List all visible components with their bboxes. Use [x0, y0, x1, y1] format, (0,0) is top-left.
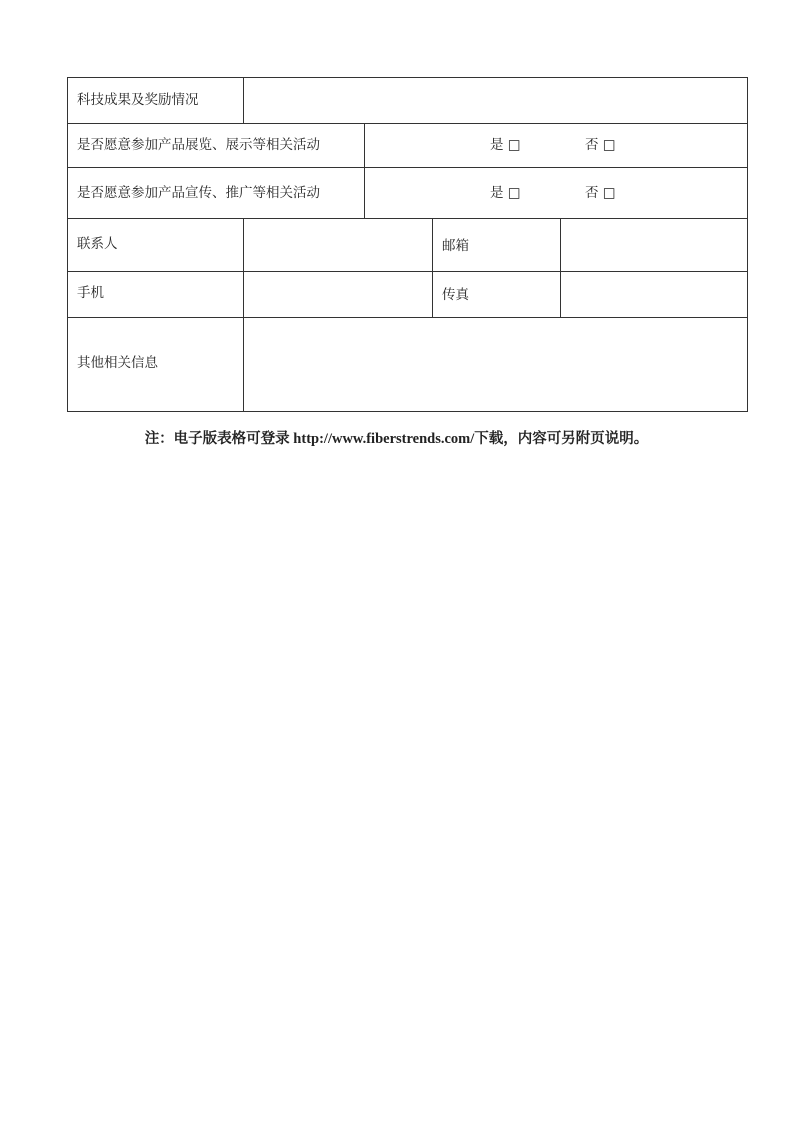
contact-field[interactable] [244, 219, 432, 271]
promotion-yes-checkbox[interactable]: 是 □ [490, 185, 521, 201]
footnote: 注：电子版表格可登录 http://www.fiberstrends.com/下载，内容可另附页说明。 [144, 431, 649, 447]
mobile-label: 手机 [77, 285, 104, 301]
table-border [67, 77, 68, 412]
fax-field[interactable] [561, 272, 747, 317]
row-divider [67, 123, 748, 124]
contact-label: 联系人 [77, 236, 118, 252]
col-divider [432, 218, 433, 317]
mobile-field[interactable] [244, 272, 432, 317]
fax-label: 传真 [442, 287, 469, 303]
table-border [747, 77, 748, 412]
email-label: 邮箱 [442, 238, 469, 254]
other-info-field[interactable] [244, 318, 747, 411]
row-divider [67, 167, 748, 168]
email-field[interactable] [561, 219, 747, 271]
col-divider [364, 123, 365, 218]
awards-label: 科技成果及奖励情况 [77, 92, 199, 108]
exhibition-no-checkbox[interactable]: 否 □ [585, 137, 616, 153]
exhibition-yes-checkbox[interactable]: 是 □ [490, 137, 521, 153]
exhibition-label: 是否愿意参加产品展览、展示等相关活动 [77, 137, 320, 153]
awards-field[interactable] [244, 78, 747, 123]
promotion-no-checkbox[interactable]: 否 □ [585, 185, 616, 201]
promotion-label: 是否愿意参加产品宣传、推广等相关活动 [77, 185, 320, 201]
other-info-label: 其他相关信息 [77, 355, 158, 371]
table-border [67, 411, 748, 412]
